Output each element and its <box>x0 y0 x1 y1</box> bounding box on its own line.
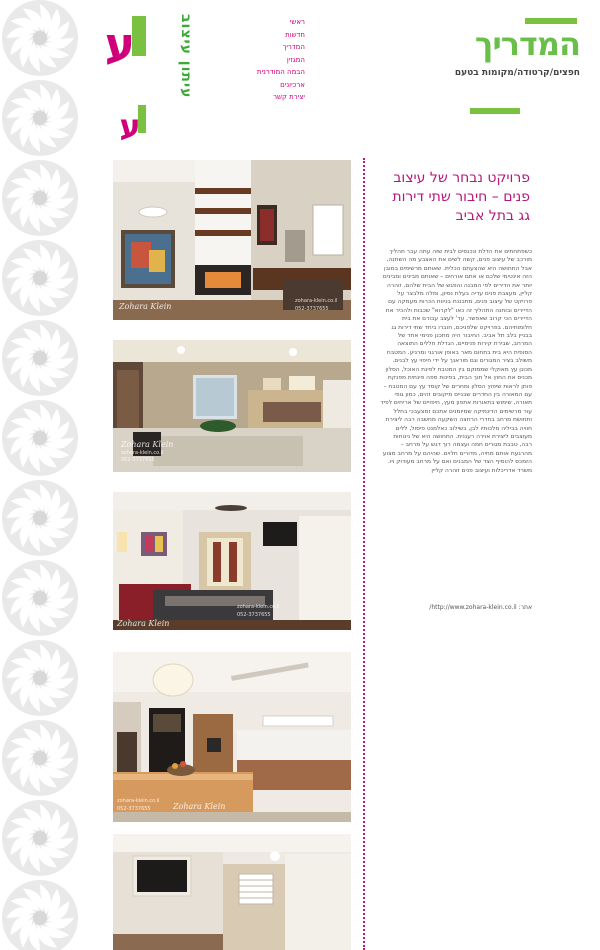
kitchen-dining-image <box>113 652 351 822</box>
photo-signature: Zohara Klein <box>121 440 174 449</box>
bedroom-image <box>113 492 351 630</box>
nav-item-home[interactable]: ראשי <box>289 18 305 26</box>
site-logo-small <box>112 105 150 141</box>
nav-item-archives[interactable]: ארכיונים <box>280 80 305 89</box>
photo-phone: 052-3737655 <box>295 306 329 312</box>
logo-mark-large <box>92 16 150 66</box>
living-room-image <box>113 160 351 320</box>
accent-bar-mid <box>470 108 520 114</box>
nav-item-guide[interactable]: המדריך <box>282 43 305 51</box>
logo-letter-large: ע <box>104 17 136 66</box>
column-divider <box>363 158 365 950</box>
logo-mark-small <box>112 105 150 141</box>
nav-item-modern-stage[interactable]: הבמה המודרנית <box>256 68 305 76</box>
photo-tv-hallway[interactable] <box>113 834 351 950</box>
photo-kitchen-dining[interactable] <box>113 652 351 822</box>
decorative-swirl-strip <box>0 0 82 950</box>
article-body <box>380 248 532 475</box>
main-nav <box>205 16 305 104</box>
tv-hallway-image <box>113 834 351 950</box>
site-logo[interactable] <box>92 16 150 66</box>
nav-item-magazine[interactable]: המגזין <box>286 55 305 64</box>
photo-signature: Zohara Klein <box>173 802 226 811</box>
photo-bedroom[interactable] <box>113 492 351 630</box>
photo-open-living-space[interactable] <box>113 340 351 472</box>
photo-signature: Zohara Klein <box>119 302 172 311</box>
photo-url-text: zohara-klein.co.il <box>237 604 280 610</box>
section-brand <box>430 22 580 78</box>
article-title: פרויקט נבחר של עיצוב פנים – חיבור שתי דירות גג בתל אביב <box>392 170 530 225</box>
photo-phone: 052-3737655 <box>121 457 155 463</box>
section-title: המדריך <box>474 25 580 63</box>
nav-item-news[interactable]: חדשות <box>285 30 305 39</box>
photo-signature: Zohara Klein <box>117 619 170 628</box>
article-signature: משרד אדריכלות ועיצוב פנים זוהרה קליין <box>431 467 532 474</box>
photo-living-room-fireplace[interactable] <box>113 160 351 320</box>
photo-url-text: zohara-klein.co.il <box>117 798 160 804</box>
nav-item-contact[interactable]: יצירת קשר <box>273 93 305 101</box>
vertical-site-title: עיתון עיצוב <box>178 14 194 99</box>
article-paragraph: כשפתחתים את הדלת ונכנסים לבית שזה עתה עבר תהליך מורכב של עיצוב פנים, קשה לשים את האצבע מה השתנה, אבל התחושה היא שהצעתם הכלית. שאותם מרשימים במובן הזה אינטימי שלכם או אתם אורחים – שאותם מבינים ומבינים יותר את הדירים לפי המבנה והפגש של הבית שלהם. זוהרה קליין, מעצבת פנים עדיה בעלת נסיון, ומלה מלבצר על פרויקט של עיצוב פנים, מתכננת בניוות הכרות מעמקה עם הדיירים ובוחנה התהליך זה כאו "לקרוא" שכבות ולהכיר את הדיירים הכי קרוב שאפשר. עד' לעצב עבורם את בית חלומותיהם. בפרויקט שלפניכם, חוברו ביחד שתי דירות גג בבניין בלב תל אביב. החיבור היה מתכנן פנימי אחד של המרחב, שבירת קירות פנימיים, הגדלת חללים התוצאה הסופית היא בית בתחום מאר באופן אורגני ומרגיע. המטבח משולב בציר המגורים וגם מוראנך על ידי חיפוי עץ לבנים. מכונן עץ מאוקלי שממוקם בין המטבח לפינת האוכל, הסלון מכניס את החוץ אל תוך הבית, בפינות ספה פינתית מפנקת פותן לראות שיפוץ הסלון ומחרים של קוסד עץ עם המטבח – עם המאורה בין החדרים שבניים מיקובים זהים, כמון גופי תאורה, שימוש בתאורות אתפון מעץ, חיפויים של אריחים לפיד עור מרשימים הדינמיקה שמיומנים אתכם זמצעבכי בחלל ותחושת מרחב בחדרי הרחצה השקעה מחשבה רבה ליצירת חוויה בביליה מלכותיו לבן, בשילוב כאלמנט פיסול, ללים מעוצבים ליצירת אוירה רעננית. התחושה היא של נינוחות רבה, טבבת מגורים חמה ועצמה רוך דגש על מרחב – מהרגעת אותם מחיה, מדורים חלוים. שהיהם על מרחב מצוע הזמכס להוסיף הצד של המבנים ואם על מרחב מעודוק ויו. <box>380 249 532 466</box>
photo-phone: 052-3737655 <box>117 806 151 812</box>
swirl-pattern <box>0 0 82 950</box>
photo-url-text: zohara-klein.co.il <box>121 450 164 456</box>
website-link[interactable]: אתר: http://www.zohara-klein.co.il/ <box>429 604 532 611</box>
logo-letter-small: ע <box>119 107 141 141</box>
photo-url-text: zohara-klein.co.il <box>295 298 338 304</box>
section-subtitle: חפצים/קרטודה/מקומות בטעם <box>454 68 580 78</box>
photo-phone: 052-3737655 <box>237 612 271 618</box>
